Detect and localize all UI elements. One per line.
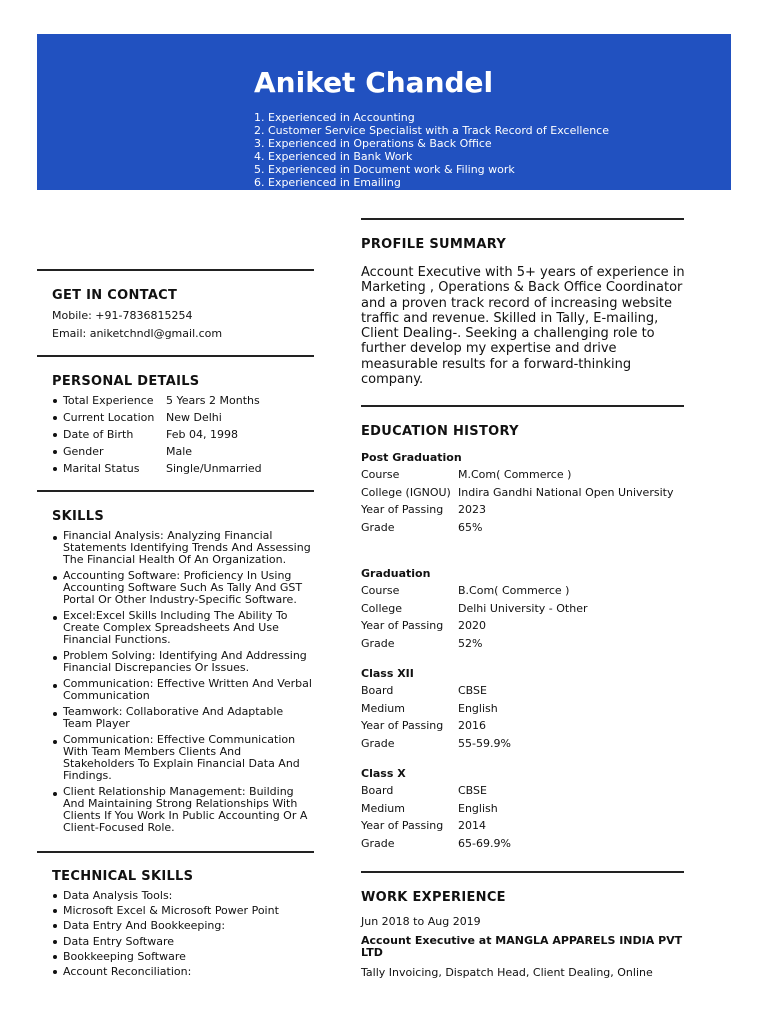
detail-value: Single/Unmarried xyxy=(166,462,262,475)
education-row xyxy=(361,584,691,597)
education-group-class-x xyxy=(361,767,691,854)
skill-item: Financial Analysis: Analyzing Financial Statements Identifying Trends And Assessing The Financial Health Of An Organization. xyxy=(53,530,313,566)
education-group-title: Post Graduation xyxy=(361,451,462,464)
edu-key: Board xyxy=(361,784,394,797)
edu-value: 2016 xyxy=(458,719,486,732)
personal-detail-item xyxy=(53,443,313,460)
education-row xyxy=(361,468,691,481)
edu-key: Year of Passing xyxy=(361,619,444,632)
edu-key: Grade xyxy=(361,836,395,850)
edu-key: Year of Passing xyxy=(361,819,444,832)
education-row xyxy=(361,503,691,516)
edu-value: 65-69.9% xyxy=(458,836,511,850)
edu-value: English xyxy=(458,801,498,815)
education-row xyxy=(361,784,691,797)
highlights-list xyxy=(254,111,609,189)
edu-value: CBSE xyxy=(458,784,487,797)
education-row xyxy=(361,602,691,615)
detail-label: Marital Status xyxy=(63,462,140,475)
skill-item: Excel:Excel Skills Including The Ability To Create Complex Spreadsheets And Use Financial Functions. xyxy=(53,610,313,646)
edu-key: Year of Passing xyxy=(361,719,444,732)
section-divider xyxy=(37,269,314,271)
edu-key: Grade xyxy=(361,636,395,650)
personal-detail-item xyxy=(53,409,313,426)
technical-skill-item: Data Analysis Tools: xyxy=(53,888,313,903)
personal-details-title: PERSONAL DETAILS xyxy=(52,374,200,389)
detail-value: Male xyxy=(166,445,193,458)
work-description: Tally Invoicing, Dispatch Head, Client Dealing, Online xyxy=(361,966,653,979)
edu-key: Year of Passing xyxy=(361,503,444,516)
highlight-item: 1. Experienced in Accounting xyxy=(254,111,415,124)
personal-details-list xyxy=(53,392,313,477)
technical-skill-item: Account Reconciliation: xyxy=(53,964,313,979)
skill-item: Client Relationship Management: Building And Maintaining Strong Relationships With Clients If You Work In Public Accounting Or A Client-Focused Role. xyxy=(53,786,313,834)
skill-item: Teamwork: Collaborative And Adaptable Team Player xyxy=(53,706,313,730)
education-group-title: Class XII xyxy=(361,667,414,680)
education-row xyxy=(361,719,691,732)
detail-value: Feb 04, 1998 xyxy=(166,428,238,441)
technical-skill-item: Data Entry Software xyxy=(53,934,313,949)
edu-value: English xyxy=(458,701,498,715)
edu-value: 2023 xyxy=(458,503,486,516)
detail-label: Gender xyxy=(63,445,104,458)
technical-skill-item: Data Entry And Bookkeeping: xyxy=(53,918,313,933)
section-divider xyxy=(361,405,684,407)
education-title: EDUCATION HISTORY xyxy=(361,424,519,439)
personal-detail-item xyxy=(53,392,313,409)
highlight-item: 6. Experienced in Emailing xyxy=(254,176,401,189)
education-row xyxy=(361,802,691,815)
detail-value: New Delhi xyxy=(166,411,222,424)
work-experience-title: WORK EXPERIENCE xyxy=(361,890,506,905)
highlight-item: 5. Experienced in Document work & Filing work xyxy=(254,163,515,176)
education-group-class-xii xyxy=(361,667,691,754)
education-row xyxy=(361,819,691,832)
work-period: Jun 2018 to Aug 2019 xyxy=(361,915,481,928)
contact-title: GET IN CONTACT xyxy=(52,288,178,303)
candidate-name: Aniket Chandel xyxy=(254,66,494,99)
skill-item: Problem Solving: Identifying And Addressing Financial Discrepancies Or Issues. xyxy=(53,650,313,674)
education-group-title: Graduation xyxy=(361,567,431,580)
edu-key: College xyxy=(361,601,403,615)
edu-key: Course xyxy=(361,584,400,597)
skill-item: Accounting Software: Proficiency In Using Accounting Software Such As Tally And GST Portal Or Other Industry-Specific Software. xyxy=(53,570,313,606)
header-banner xyxy=(37,34,731,190)
technical-skills-title: TECHNICAL SKILLS xyxy=(52,869,194,884)
detail-value: 5 Years 2 Months xyxy=(166,394,260,407)
education-group-post-graduation xyxy=(361,451,691,538)
technical-skill-item: Microsoft Excel & Microsoft Power Point xyxy=(53,903,313,918)
education-row xyxy=(361,619,691,632)
section-divider xyxy=(37,355,314,357)
education-row xyxy=(361,737,691,750)
education-row xyxy=(361,684,691,697)
edu-value: 52% xyxy=(458,636,483,650)
edu-value: Delhi University - Other xyxy=(458,601,588,615)
personal-detail-item xyxy=(53,426,313,443)
edu-key: Medium xyxy=(361,701,405,715)
edu-value: B.Com( Commerce ) xyxy=(458,584,570,597)
profile-summary-text: Account Executive with 5+ years of experience in Marketing , Operations & Back Office Coordinator and a proven track record of increasing website traffic and revenue. Skilled in Tally, E-mailing, Client Dealing-. Seeking a challenging role to further develop my expertise and drive measurable results for a forward-thinking company. xyxy=(361,265,685,388)
skill-item: Communication: Effective Communication With Team Members Clients And Stakeholders To Explain Financial Data And Findings. xyxy=(53,734,313,782)
contact-mobile: Mobile: +91-7836815254 xyxy=(52,309,193,322)
detail-label: Current Location xyxy=(63,411,155,424)
skills-list xyxy=(53,530,313,838)
section-divider xyxy=(361,871,684,873)
edu-value: Indira Gandhi National Open University xyxy=(458,485,674,499)
edu-value: CBSE xyxy=(458,684,487,697)
section-divider xyxy=(37,490,314,492)
edu-value: 55-59.9% xyxy=(458,736,511,750)
edu-value: 2014 xyxy=(458,819,486,832)
detail-label: Total Experience xyxy=(63,394,154,407)
personal-detail-item xyxy=(53,460,313,477)
edu-value: 2020 xyxy=(458,619,486,632)
skills-title: SKILLS xyxy=(52,509,105,524)
edu-value: 65% xyxy=(458,520,483,534)
edu-key: Medium xyxy=(361,801,405,815)
detail-label: Date of Birth xyxy=(63,428,134,441)
edu-value: M.Com( Commerce ) xyxy=(458,468,572,481)
section-divider xyxy=(361,218,684,220)
skill-item: Communication: Effective Written And Verbal Communication xyxy=(53,678,313,702)
education-row xyxy=(361,486,691,499)
edu-key: Grade xyxy=(361,520,395,534)
work-role: Account Executive at MANGLA APPARELS INDIA PVT LTD xyxy=(361,934,683,959)
highlight-item: 2. Customer Service Specialist with a Track Record of Excellence xyxy=(254,124,610,137)
profile-summary-title: PROFILE SUMMARY xyxy=(361,237,507,252)
education-row xyxy=(361,521,691,534)
education-group-graduation xyxy=(361,567,691,654)
contact-email: Email: aniketchndl@gmail.com xyxy=(52,327,223,340)
education-group-title: Class X xyxy=(361,767,406,780)
edu-key: Board xyxy=(361,684,394,697)
highlight-item: 4. Experienced in Bank Work xyxy=(254,150,413,163)
highlight-item: 3. Experienced in Operations & Back Office xyxy=(254,137,492,150)
edu-key: Course xyxy=(361,468,400,481)
section-divider xyxy=(37,851,314,853)
edu-key: College (IGNOU) xyxy=(361,485,451,499)
edu-key: Grade xyxy=(361,736,395,750)
education-row xyxy=(361,637,691,650)
technical-skill-item: Bookkeeping Software xyxy=(53,949,313,964)
technical-skills-list xyxy=(53,888,313,979)
education-row xyxy=(361,702,691,715)
education-row xyxy=(361,837,691,850)
